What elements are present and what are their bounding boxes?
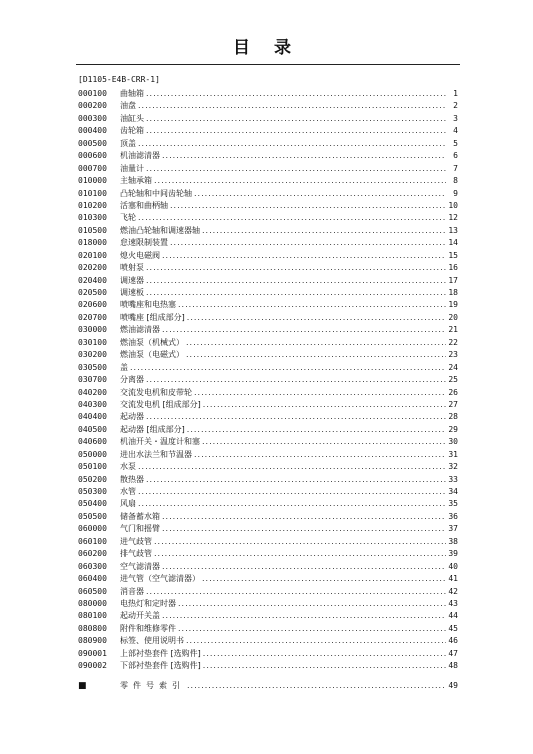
- leader-dots: [154, 536, 446, 548]
- toc-entry-name: 喷嘴座和电热塞: [120, 300, 176, 310]
- leader-dots: [186, 635, 446, 647]
- toc-entry-page: 42: [448, 586, 458, 596]
- toc-entry-page: 47: [448, 648, 458, 658]
- toc-entry-code: 030100: [78, 337, 107, 347]
- toc-entry-page: 32: [448, 462, 458, 472]
- bullet-square-icon: ■: [78, 681, 87, 691]
- toc-entry-name: 顶盖: [120, 138, 136, 148]
- leader-dots: [203, 660, 446, 672]
- toc-entry-code: 050500: [78, 511, 107, 521]
- toc-entry-page: 19: [448, 300, 458, 310]
- toc-entry-code: 030000: [78, 325, 107, 335]
- toc-entry-page: 37: [448, 524, 458, 534]
- toc-entry-name: 燃油泵（电磁式）: [120, 350, 184, 360]
- toc-entry-name: 标签、使用说明书: [120, 636, 184, 646]
- toc-entry[interactable]: [78, 163, 458, 175]
- toc-entry[interactable]: [78, 250, 458, 262]
- toc-entry-code: 040500: [78, 424, 107, 434]
- toc-entry-page: 14: [448, 238, 458, 248]
- toc-entry-page: 30: [448, 437, 458, 447]
- toc-entry-name: 喷射泵: [120, 263, 144, 273]
- toc-entry-code: 060000: [78, 524, 107, 534]
- toc-entry-name: 下部衬垫套件 [选购件]: [120, 661, 201, 671]
- leader-dots: [146, 586, 446, 598]
- toc-entry-page: 3: [453, 113, 458, 123]
- toc-entry-page: 2: [453, 101, 458, 111]
- toc-entry[interactable]: [78, 474, 458, 486]
- toc-entry-page: 7: [453, 163, 458, 173]
- toc-entry-code: 000200: [78, 101, 107, 111]
- toc-entry[interactable]: [78, 287, 458, 299]
- toc-entry[interactable]: [78, 362, 458, 374]
- toc-entry[interactable]: [78, 436, 458, 448]
- toc-entry-code: 000700: [78, 163, 107, 173]
- toc-entry-name: 散热器: [120, 474, 144, 484]
- toc-entry-page: 28: [448, 412, 458, 422]
- leader-dots: [146, 275, 446, 287]
- leader-dots: [138, 100, 446, 112]
- toc-entry-name: 分离器: [120, 375, 144, 385]
- toc-entry-page: 5: [453, 138, 458, 148]
- toc-entry-code: 010500: [78, 225, 107, 235]
- table-of-contents: [78, 88, 458, 673]
- index-section: [78, 680, 458, 692]
- toc-entry[interactable]: [78, 610, 458, 622]
- leader-dots: [162, 610, 446, 622]
- toc-entry[interactable]: [78, 486, 458, 498]
- toc-entry-code: 040600: [78, 437, 107, 447]
- toc-entry[interactable]: [78, 225, 458, 237]
- leader-dots: [162, 523, 446, 535]
- toc-entry[interactable]: [78, 212, 458, 224]
- toc-entry-code: 000600: [78, 151, 107, 161]
- leader-dots: [146, 474, 446, 486]
- toc-entry-name: 油盘: [120, 101, 136, 111]
- leader-dots: [186, 337, 446, 349]
- toc-entry[interactable]: [78, 374, 458, 386]
- leader-dots: [203, 648, 446, 660]
- toc-entry-name: 机油滤清器: [120, 151, 160, 161]
- toc-entry-code: 020400: [78, 275, 107, 285]
- toc-entry-page: 27: [448, 399, 458, 409]
- toc-entry-code: 090001: [78, 648, 107, 658]
- toc-entry-code: 010000: [78, 176, 107, 186]
- toc-entry-name: 曲轴箱: [120, 89, 144, 98]
- leader-dots: [170, 200, 446, 212]
- index-entry[interactable]: [78, 680, 458, 692]
- title-rule: [76, 64, 460, 65]
- toc-entry-code: 060400: [78, 574, 107, 584]
- toc-entry[interactable]: [78, 411, 458, 423]
- toc-entry-page: 23: [448, 350, 458, 360]
- toc-entry-page: 8: [453, 176, 458, 186]
- leader-dots: [138, 498, 446, 510]
- toc-entry[interactable]: [78, 548, 458, 560]
- toc-entry-name: 活塞和曲柄轴: [120, 200, 168, 210]
- toc-entry[interactable]: [78, 586, 458, 598]
- toc-entry-code: 020600: [78, 300, 107, 310]
- toc-entry-code: 000100: [78, 89, 107, 98]
- toc-entry-page: 43: [448, 598, 458, 608]
- toc-entry[interactable]: [78, 523, 458, 535]
- toc-entry-page: 18: [448, 288, 458, 297]
- toc-entry-name: 消音器: [120, 586, 144, 596]
- toc-entry-page: 13: [448, 225, 458, 235]
- toc-entry-name: 排气歧管: [120, 549, 152, 559]
- toc-entry-name: 调速板: [120, 288, 144, 297]
- toc-entry-name: 空气滤清器: [120, 561, 160, 571]
- toc-entry-name: 附件和维修零件: [120, 623, 176, 633]
- toc-entry-name: 起动开关盖: [120, 611, 160, 621]
- toc-entry[interactable]: [78, 449, 458, 461]
- toc-entry-name: 燃油滤清器: [120, 325, 160, 335]
- leader-dots: [202, 436, 446, 448]
- leader-dots: [154, 175, 446, 187]
- toc-entry-page: 46: [448, 636, 458, 646]
- toc-entry-code: 050300: [78, 487, 107, 496]
- toc-entry-name: 熄火电磁阀: [120, 250, 160, 260]
- toc-entry[interactable]: [78, 150, 458, 162]
- leader-dots: [146, 113, 446, 125]
- leader-dots: [138, 461, 446, 473]
- toc-entry-page: 24: [448, 362, 458, 372]
- toc-entry-name: 油缸头: [120, 113, 144, 123]
- leader-dots: [194, 188, 446, 200]
- toc-entry-code: 030700: [78, 375, 107, 385]
- toc-entry-page: 4: [453, 126, 458, 136]
- toc-entry-name: 进气管（空气滤清器）: [120, 574, 200, 584]
- toc-entry-page: 15: [448, 250, 458, 260]
- toc-entry-name: 怠速限制装置: [120, 238, 168, 248]
- toc-entry-code: 000400: [78, 126, 107, 136]
- toc-entry-name: 燃油泵（机械式）: [120, 337, 184, 347]
- leader-dots: [138, 212, 446, 224]
- toc-entry-code: 020700: [78, 312, 107, 322]
- toc-entry-code: 060200: [78, 549, 107, 559]
- leader-dots: [146, 374, 446, 386]
- toc-entry-code: 040200: [78, 387, 107, 397]
- toc-entry-page: 44: [448, 611, 458, 621]
- toc-entry-name: 凸轮轴和中间齿轮轴: [120, 188, 192, 198]
- leader-dots: [203, 399, 446, 411]
- leader-dots: [178, 623, 446, 635]
- toc-entry[interactable]: [78, 349, 458, 361]
- toc-entry[interactable]: [78, 275, 458, 287]
- index-entry-name: 零件号索引: [120, 681, 185, 690]
- leader-dots: [130, 362, 446, 374]
- toc-entry-name: 飞轮: [120, 213, 136, 223]
- leader-dots: [178, 598, 446, 610]
- toc-entry[interactable]: [78, 312, 458, 324]
- leader-dots: [162, 250, 446, 262]
- toc-entry[interactable]: [78, 461, 458, 473]
- toc-entry-name: 起动器: [120, 412, 144, 422]
- toc-entry-code: 050200: [78, 474, 107, 484]
- toc-entry-code: 000500: [78, 138, 107, 148]
- model-code: [D1105-E4B-CRR-1]: [78, 75, 160, 84]
- leader-dots: [178, 299, 446, 311]
- toc-entry-name: 上部衬垫套件 [选购件]: [120, 648, 201, 658]
- toc-entry-name: 燃油凸轮轴和调速器轴: [120, 225, 200, 235]
- toc-entry-code: 080800: [78, 623, 107, 633]
- toc-entry[interactable]: [78, 337, 458, 349]
- leader-dots: [162, 511, 446, 523]
- leader-dots: [162, 324, 446, 336]
- toc-entry[interactable]: [78, 88, 458, 100]
- leader-dots: [146, 411, 446, 423]
- leader-dots: [146, 287, 446, 299]
- toc-entry-page: 39: [448, 549, 458, 559]
- toc-entry[interactable]: [78, 237, 458, 249]
- toc-entry-page: 41: [448, 574, 458, 584]
- toc-entry[interactable]: [78, 635, 458, 647]
- toc-entry-name: 水管: [120, 487, 136, 496]
- leader-dots: [162, 561, 446, 573]
- leader-dots: [146, 88, 446, 100]
- toc-entry-code: 060500: [78, 586, 107, 596]
- leader-dots: [187, 680, 446, 692]
- toc-entry-code: 040300: [78, 399, 107, 409]
- toc-entry-code: 080100: [78, 611, 107, 621]
- toc-entry[interactable]: [78, 561, 458, 573]
- leader-dots: [186, 349, 446, 361]
- toc-entry[interactable]: [78, 324, 458, 336]
- toc-entry[interactable]: [78, 536, 458, 548]
- toc-entry-code: 010100: [78, 188, 107, 198]
- toc-entry-code: 030500: [78, 362, 107, 372]
- toc-entry[interactable]: [78, 387, 458, 399]
- toc-entry[interactable]: [78, 100, 458, 112]
- toc-entry-name: 进出水法兰和节温器: [120, 449, 192, 459]
- toc-entry-page: 22: [448, 337, 458, 347]
- toc-entry-name: 起动器 [组成部分]: [120, 424, 185, 434]
- toc-entry-page: 38: [448, 536, 458, 546]
- toc-entry[interactable]: [78, 125, 458, 137]
- toc-entry-page: 26: [448, 387, 458, 397]
- toc-entry-name: 喷嘴座 [组成部分]: [120, 312, 185, 322]
- toc-entry-page: 12: [448, 213, 458, 223]
- leader-dots: [138, 138, 446, 150]
- toc-entry-code: 050400: [78, 499, 107, 509]
- toc-entry-page: 6: [453, 151, 458, 161]
- toc-entry[interactable]: [78, 498, 458, 510]
- toc-entry-name: 储备蓄水箱: [120, 511, 160, 521]
- toc-entry-page: 10: [448, 200, 458, 210]
- toc-entry-code: 010200: [78, 200, 107, 210]
- toc-entry-code: 040400: [78, 412, 107, 422]
- toc-entry-code: 050100: [78, 462, 107, 472]
- toc-entry-name: 进气歧管: [120, 536, 152, 546]
- toc-entry-page: 33: [448, 474, 458, 484]
- toc-entry-name: 交流发电机 [组成部分]: [120, 399, 201, 409]
- toc-entry[interactable]: [78, 113, 458, 125]
- toc-entry[interactable]: [78, 399, 458, 411]
- toc-entry[interactable]: [78, 598, 458, 610]
- toc-entry-code: 080000: [78, 598, 107, 608]
- leader-dots: [146, 163, 446, 175]
- toc-entry-page: 45: [448, 623, 458, 633]
- toc-entry[interactable]: [78, 262, 458, 274]
- toc-entry-name: 交流发电机和皮带轮: [120, 387, 192, 397]
- toc-entry-page: 20: [448, 312, 458, 322]
- toc-entry-page: 40: [448, 561, 458, 571]
- page-title: 目 录: [233, 38, 300, 58]
- toc-entry-page: 1: [453, 89, 458, 98]
- leader-dots: [202, 573, 446, 585]
- toc-entry-page: 34: [448, 487, 458, 496]
- leader-dots: [146, 125, 446, 137]
- leader-dots: [170, 237, 446, 249]
- toc-entry-name: 气门和摇臂: [120, 524, 160, 534]
- toc-entry-page: 35: [448, 499, 458, 509]
- toc-entry-page: 48: [448, 661, 458, 671]
- toc-entry-code: 090002: [78, 661, 107, 671]
- toc-entry-name: 油量计: [120, 163, 144, 173]
- toc-entry-page: 16: [448, 263, 458, 273]
- toc-entry-page: 31: [448, 449, 458, 459]
- leader-dots: [194, 449, 446, 461]
- toc-entry-code: 080900: [78, 636, 107, 646]
- toc-entry-name: 电热灯和定时器: [120, 598, 176, 608]
- toc-entry-code: 030200: [78, 350, 107, 360]
- leader-dots: [187, 424, 446, 436]
- toc-entry-name: 水泵: [120, 462, 136, 472]
- leader-dots: [146, 262, 446, 274]
- leader-dots: [138, 486, 446, 498]
- leader-dots: [194, 387, 446, 399]
- toc-entry-page: 36: [448, 511, 458, 521]
- toc-entry-code: 020100: [78, 250, 107, 260]
- toc-entry[interactable]: [78, 573, 458, 585]
- toc-entry[interactable]: [78, 175, 458, 187]
- leader-dots: [202, 225, 446, 237]
- toc-entry-code: 010300: [78, 213, 107, 223]
- toc-entry-name: 齿轮箱: [120, 126, 144, 136]
- toc-entry-code: 000300: [78, 113, 107, 123]
- toc-entry-code: 018000: [78, 238, 107, 248]
- toc-entry[interactable]: [78, 660, 458, 672]
- toc-entry[interactable]: [78, 648, 458, 660]
- toc-entry-code: 020200: [78, 263, 107, 273]
- toc-entry-page: 17: [448, 275, 458, 285]
- toc-entry-code: 060100: [78, 536, 107, 546]
- toc-entry-page: 9: [453, 188, 458, 198]
- toc-entry-page: 25: [448, 375, 458, 385]
- toc-entry-page: 29: [448, 424, 458, 434]
- leader-dots: [162, 150, 446, 162]
- toc-entry-name: 主轴承箱: [120, 176, 152, 186]
- toc-entry-code: 050000: [78, 449, 107, 459]
- toc-entry[interactable]: [78, 424, 458, 436]
- toc-entry-name: 调速器: [120, 275, 144, 285]
- toc-entry-code: 060300: [78, 561, 107, 571]
- toc-entry-name: 机油开关・温度计和塞: [120, 437, 200, 447]
- toc-entry-page: 21: [448, 325, 458, 335]
- toc-entry-code: 020500: [78, 288, 107, 297]
- leader-dots: [154, 548, 446, 560]
- toc-entry[interactable]: [78, 299, 458, 311]
- toc-entry[interactable]: [78, 200, 458, 212]
- toc-entry-name: 盖: [120, 362, 128, 372]
- leader-dots: [187, 312, 446, 324]
- toc-entry[interactable]: [78, 623, 458, 635]
- toc-entry[interactable]: [78, 138, 458, 150]
- toc-entry-name: 风扇: [120, 499, 136, 509]
- index-entry-page: 49: [448, 681, 458, 690]
- toc-entry[interactable]: [78, 188, 458, 200]
- toc-entry[interactable]: [78, 511, 458, 523]
